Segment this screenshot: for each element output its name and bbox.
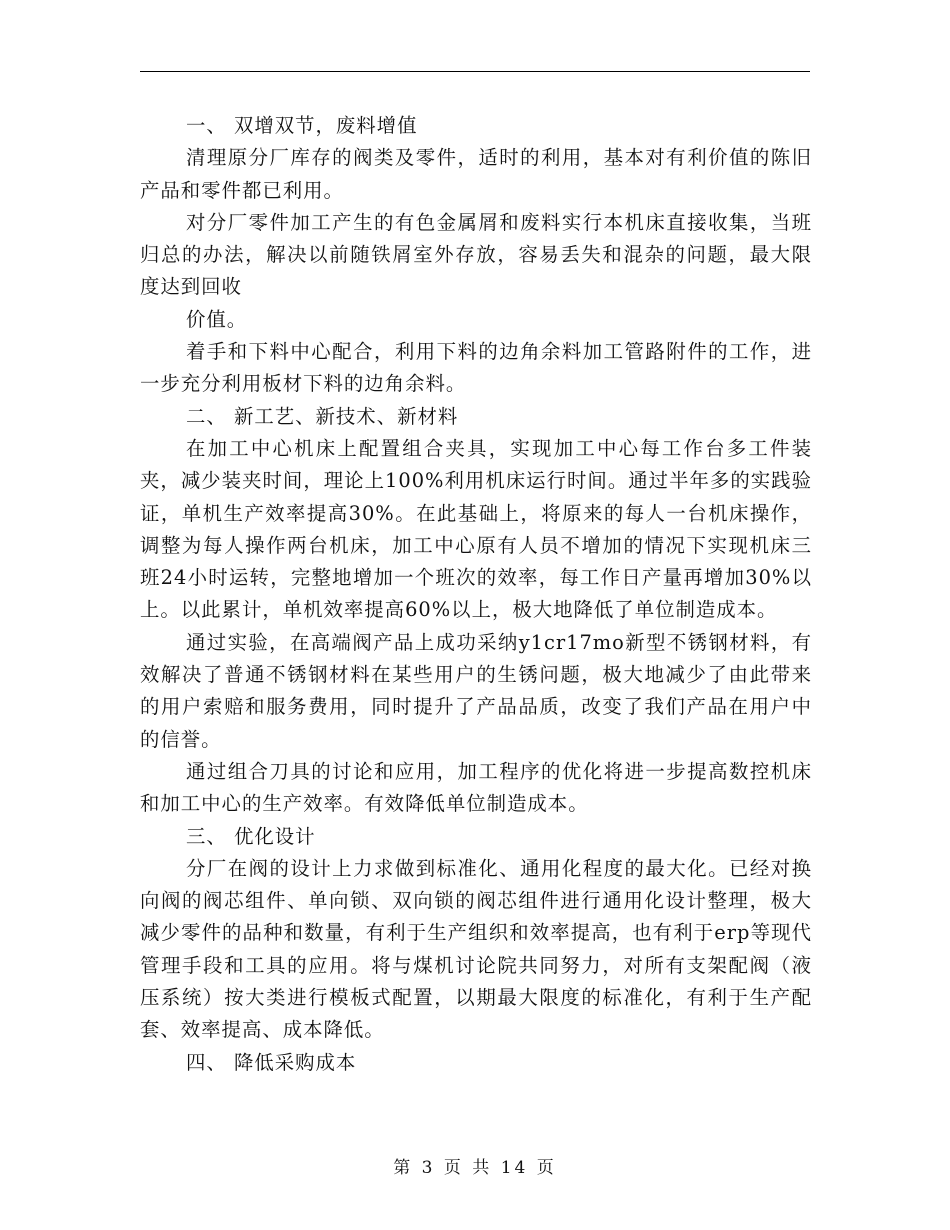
paragraph: 清理原分厂库存的阀类及零件，适时的利用，基本对有利价值的陈旧产品和零件都已利用。 — [140, 146, 812, 202]
paragraph: 着手和下料中心配合，利用下料的边角余料加工管路附件的工作，进一步充分利用板材下料的边角余料。 — [140, 340, 812, 396]
page-body — [140, 110, 812, 1079]
header-rule — [140, 71, 810, 72]
paragraph: 价值。 — [186, 307, 248, 331]
section-heading-4: 四、 降低采购成本 — [186, 1050, 357, 1074]
paragraph: 在加工中心机床上配置组合夹具，实现加工中心每工作台多工件装夹，减少装夹时间，理论上100%利用机床运行时间。通过半年多的实践验证，单机生产效率提高30%。在此基础上，将原来的每人一台机床操作，调整为每人操作两台机床，加工中心原有人员不增加的情况下实现机床三班24小时运转，完整地增加一个班次的效率，每工作日产量再增加30%以上。以此累计，单机效率提高60%以上，极大地降低了单位制造成本。 — [140, 436, 812, 622]
paragraph: 对分厂零件加工产生的有色金属屑和废料实行本机床直接收集，当班归总的办法，解决以前随铁屑室外存放，容易丢失和混杂的问题，最大限度达到回收 — [140, 210, 812, 299]
paragraph: 分厂在阀的设计上力求做到标准化、通用化程度的最大化。已经对换向阀的阀芯组件、单向锁、双向锁的阀芯组件进行通用化设计整理，极大减少零件的品种和数量，有利于生产组织和效率提高，也有利于erp等现代管理手段和工具的应用。将与煤机讨论院共同努力，对所有支架配阀（液压系统）按大类进行模板式配置，以期最大限度的标准化，有利于生产配套、效率提高、成本降低。 — [140, 856, 812, 1042]
page-footer: 第 3 页 共 14 页 — [393, 1158, 557, 1178]
section-heading-2: 二、 新工艺、新技术、新材料 — [186, 404, 459, 428]
section-heading-3: 三、 优化设计 — [186, 824, 316, 848]
paragraph: 通过组合刀具的讨论和应用，加工程序的优化将进一步提高数控机床和加工中心的生产效率。有效降低单位制造成本。 — [140, 759, 812, 816]
section-heading-1: 一、 双增双节，废料增值 — [186, 114, 418, 137]
paragraph: 通过实验，在高端阀产品上成功采纳y1cr17mo新型不锈钢材料，有效解决了普通不锈钢材料在某些用户的生锈问题，极大地减少了由此带来的用户索赔和服务费用，同时提升了产品品质，改变了我们产品在用户中的信誉。 — [140, 630, 812, 751]
